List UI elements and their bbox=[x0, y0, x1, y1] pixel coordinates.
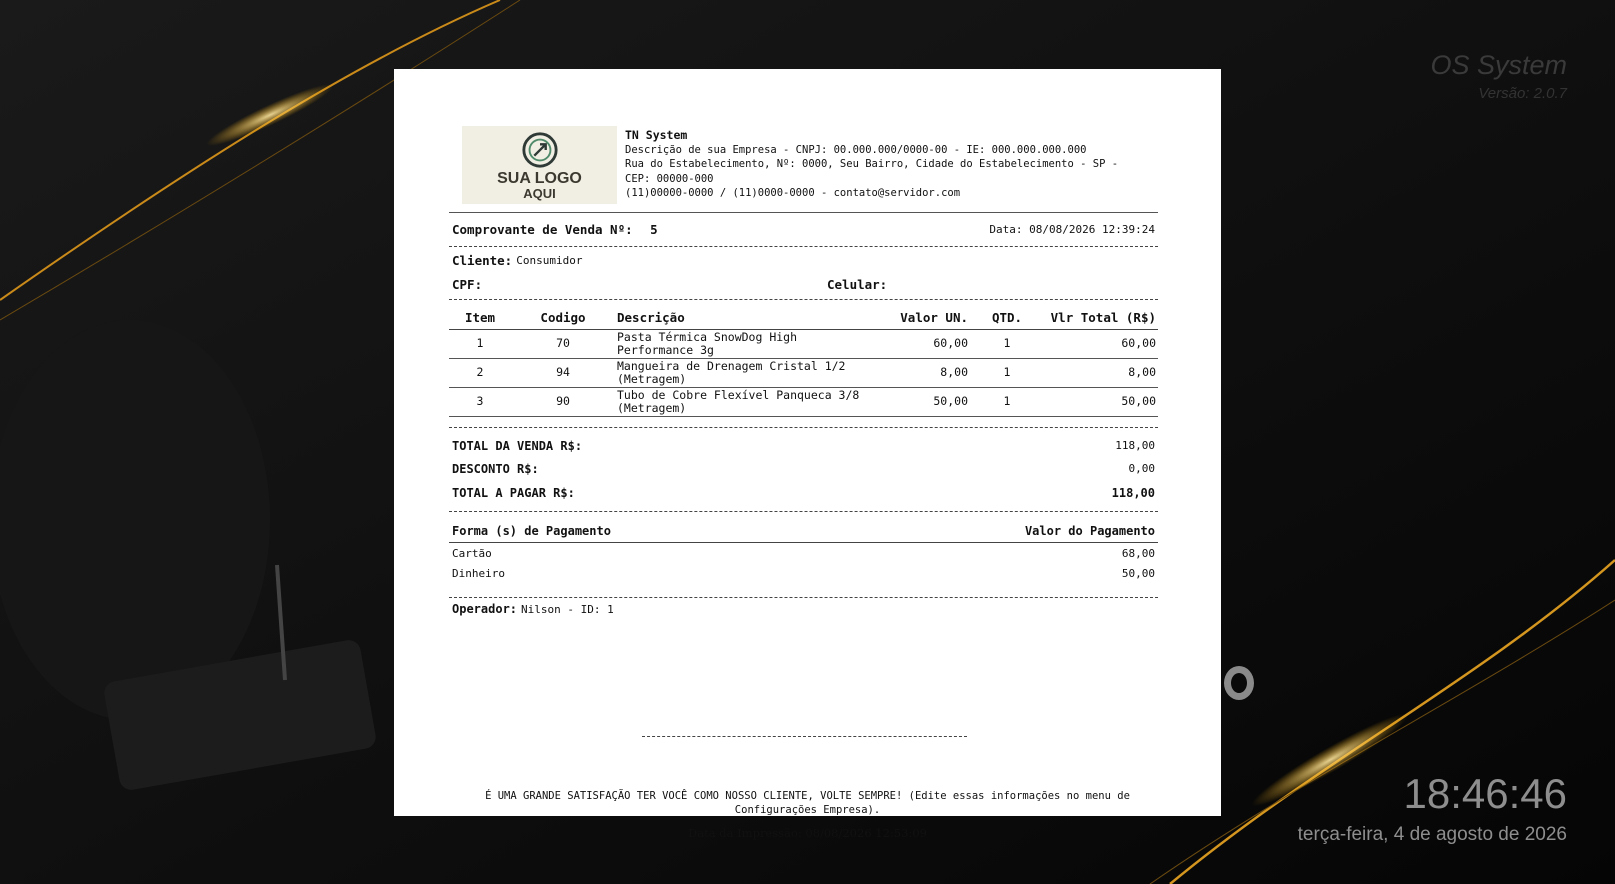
sale-number-label: Comprovante de Venda Nº: bbox=[452, 222, 633, 237]
table-row bbox=[449, 388, 1158, 417]
background-text-fragment bbox=[1224, 666, 1254, 700]
cell-total: 8,00 bbox=[1044, 359, 1158, 388]
discount-value: 0,00 bbox=[1128, 462, 1155, 475]
col-qty: QTD. bbox=[970, 306, 1044, 330]
signature-line bbox=[642, 736, 967, 737]
cell-total: 60,00 bbox=[1044, 330, 1158, 359]
app-branding bbox=[1430, 50, 1567, 102]
operator-label: Operador: bbox=[452, 602, 518, 616]
sales-receipt bbox=[394, 69, 1221, 840]
total-pay-label: TOTAL A PAGAR R$: bbox=[452, 485, 575, 500]
cell-code: 94 bbox=[511, 359, 615, 388]
cell-unit-price: 50,00 bbox=[874, 388, 970, 417]
items-table bbox=[449, 306, 1158, 417]
receipt-header bbox=[449, 126, 1158, 213]
company-line-2: Rua do Estabelecimento, Nº: 0000, Seu Bairro, Cidade do Estabelecimento - SP - bbox=[625, 158, 1119, 170]
cell-description: Mangueira de Drenagem Cristal 1/2 (Metragem) bbox=[615, 359, 874, 388]
logo-text-main: SUA LOGO bbox=[497, 170, 582, 187]
col-unit-price: Valor UN. bbox=[874, 306, 970, 330]
payments-section bbox=[449, 512, 1158, 583]
logo-emblem-icon bbox=[521, 131, 559, 169]
payment-row bbox=[449, 543, 1158, 563]
cell-unit-price: 8,00 bbox=[874, 359, 970, 388]
company-name: TN System bbox=[625, 128, 688, 142]
cell-description: Pasta Térmica SnowDog High Performance 3g bbox=[615, 330, 874, 359]
logo-text-sub: AQUI bbox=[523, 186, 556, 201]
cell-qty: 1 bbox=[970, 388, 1044, 417]
phone-label: Celular: bbox=[827, 277, 888, 292]
col-total: Vlr Total (R$) bbox=[1044, 306, 1158, 330]
company-line-3: CEP: 00000-000 bbox=[625, 172, 714, 185]
company-logo bbox=[462, 126, 617, 204]
table-row bbox=[449, 330, 1158, 359]
items-table-header bbox=[449, 306, 1158, 330]
table-row bbox=[449, 359, 1158, 388]
payment-value-header: Valor do Pagamento bbox=[1024, 524, 1155, 538]
cell-description: Tubo de Cobre Flexível Panqueca 3/8 (Metragem) bbox=[615, 388, 874, 417]
cell-item: 2 bbox=[449, 359, 511, 388]
payment-method: Dinheiro bbox=[452, 566, 505, 580]
cell-code: 90 bbox=[511, 388, 615, 417]
operator-value: Nilson - ID: 1 bbox=[521, 602, 614, 616]
clock-time: 18:46:46 bbox=[1403, 770, 1567, 817]
cell-qty: 1 bbox=[970, 359, 1044, 388]
sale-number: 5 bbox=[650, 222, 658, 237]
print-date: Data da Impressão: 08/08/2026 12:53:09 bbox=[688, 826, 927, 840]
client-row bbox=[449, 247, 1158, 274]
payment-value: 68,00 bbox=[1121, 546, 1155, 560]
app-version: Versão: 2.0.7 bbox=[1478, 85, 1567, 102]
cell-unit-price: 60,00 bbox=[874, 330, 970, 359]
total-sale-label: TOTAL DA VENDA R$: bbox=[452, 438, 583, 453]
operator-row bbox=[449, 598, 1158, 620]
thank-you-message: É UMA GRANDE SATISFAÇÃO TER VOCÊ COMO NOSSO CLIENTE, VOLTE SEMPRE! (Edite essas informações no menu de Configurações Empresa). bbox=[485, 790, 1130, 816]
col-code: Codigo bbox=[511, 306, 615, 330]
col-item: Item bbox=[449, 306, 511, 330]
desktop-clock bbox=[1298, 770, 1567, 846]
payment-method-header: Forma (s) de Pagamento bbox=[452, 524, 611, 538]
sale-info-row bbox=[449, 213, 1158, 246]
company-line-1: Descrição de sua Empresa - CNPJ: 00.000.000/0000-00 - IE: 000.000.000.000 bbox=[625, 143, 1087, 156]
company-info bbox=[625, 128, 1118, 206]
company-line-4: (11)00000-0000 / (11)0000-0000 - contato@servidor.com bbox=[625, 187, 961, 199]
client-contact-row bbox=[449, 274, 1158, 296]
client-name: Consumidor bbox=[516, 254, 583, 267]
cell-code: 70 bbox=[511, 330, 615, 359]
discount-label: DESCONTO R$: bbox=[452, 461, 539, 476]
cell-item: 1 bbox=[449, 330, 511, 359]
payment-value: 50,00 bbox=[1121, 566, 1155, 580]
cell-qty: 1 bbox=[970, 330, 1044, 359]
totals-section bbox=[449, 428, 1158, 505]
total-sale-value: 118,00 bbox=[1115, 439, 1155, 452]
payment-row bbox=[449, 563, 1158, 583]
cell-total: 50,00 bbox=[1044, 388, 1158, 417]
payment-method: Cartão bbox=[452, 546, 492, 560]
total-pay-value: 118,00 bbox=[1111, 485, 1155, 500]
cpf-label: CPF: bbox=[452, 277, 483, 292]
col-description: Descrição bbox=[615, 306, 874, 330]
payments-header bbox=[449, 520, 1158, 543]
clock-date: terça-feira, 4 de agosto de 2026 bbox=[1297, 824, 1567, 845]
client-label: Cliente: bbox=[452, 253, 513, 268]
cell-item: 3 bbox=[449, 388, 511, 417]
sale-date: Data: 08/08/2026 12:39:24 bbox=[989, 223, 1155, 236]
app-name: OS System bbox=[1430, 50, 1567, 80]
